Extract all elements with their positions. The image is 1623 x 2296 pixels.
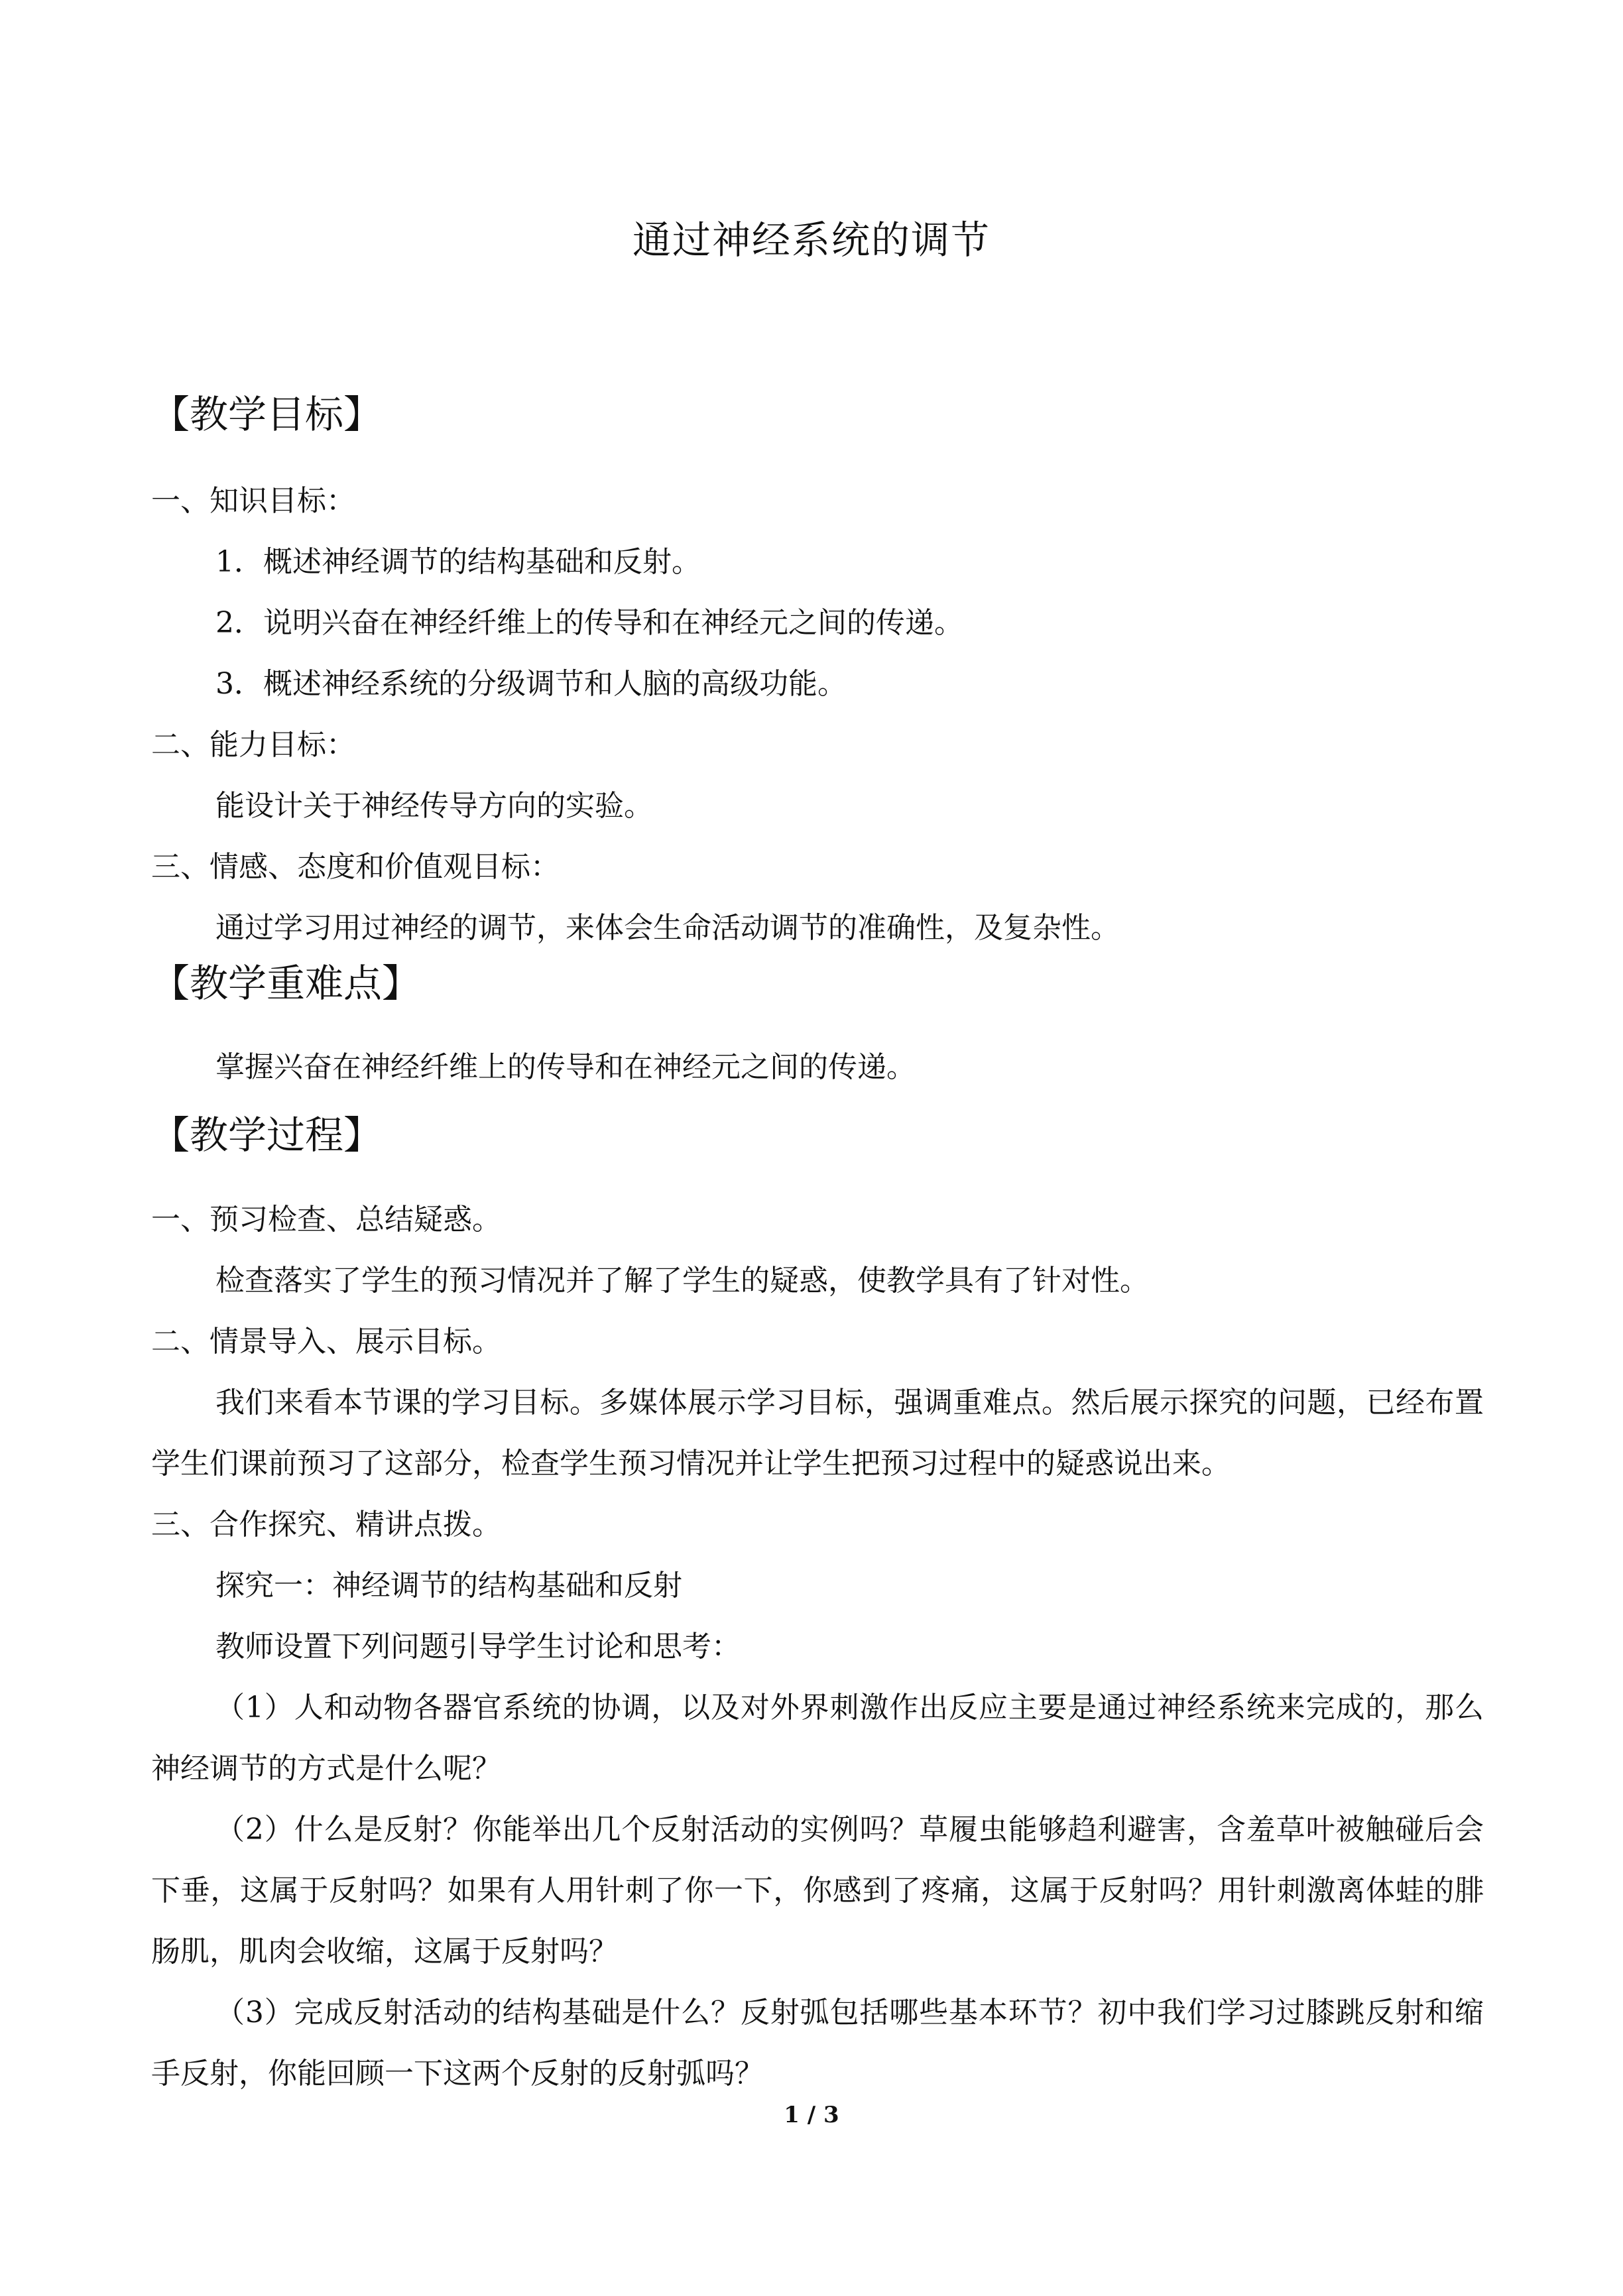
process-step-title: 三、合作探究、精讲点拨。	[151, 1508, 501, 1541]
process-step-text: 检查落实了学生的预习情况并了解了学生的疑惑，使教学具有了针对性。	[215, 1264, 1149, 1298]
knowledge-objective-item: 1．概述神经调节的结构基础和反射。	[215, 545, 701, 579]
question-paragraph: （3）完成反射活动的结构基础是什么？反射弧包括哪些基本环节？初中我们学习过膝跳反射和缩手反射，你能回顾一下这两个反射的反射弧吗？	[151, 1996, 1484, 2090]
question-paragraph: （2）什么是反射？你能举出几个反射活动的实例吗？草履虫能够趋利避害，含羞草叶被触碰后会下垂，这属于反射吗？如果有人用针刺了你一下，你感到了疼痛，这属于反射吗？用针刺激离体蛙的腓肠肌，肌肉会收缩，这属于反射吗？	[151, 1813, 1484, 1968]
knowledge-objective-item: 3．概述神经系统的分级调节和人脑的高级功能。	[215, 667, 847, 701]
emotion-objective-text: 通过学习用过神经的调节，来体会生命活动调节的准确性，及复杂性。	[215, 911, 1120, 945]
question-paragraph: （1）人和动物各器官系统的协调，以及对外界刺激作出反应主要是通过神经系统来完成的，那么神经调节的方式是什么呢？	[151, 1691, 1484, 1785]
ability-objectives-title: 二、能力目标：	[151, 728, 355, 762]
key-points-text: 掌握兴奋在神经纤维上的传导和在神经元之间的传递。	[215, 1050, 916, 1084]
page-number: 1 / 3	[784, 2102, 839, 2128]
section-heading-objectives: 【教学目标】	[151, 392, 383, 437]
teacher-prompt: 教师设置下列问题引导学生讨论和思考：	[215, 1630, 741, 1663]
knowledge-objective-item: 2．说明兴奋在神经纤维上的传导和在神经元之间的传递。	[215, 606, 963, 640]
inquiry-title: 探究一：神经调节的结构基础和反射	[215, 1569, 682, 1602]
ability-objective-text: 能设计关于神经传导方向的实验。	[215, 789, 653, 823]
process-step-title: 二、情景导入、展示目标。	[151, 1325, 501, 1359]
process-step-paragraph: 我们来看本节课的学习目标。多媒体展示学习目标，强调重难点。然后展示探究的问题，已经布置学生们课前预习了这部分，检查学生预习情况并让学生把预习过程中的疑惑说出来。	[151, 1386, 1484, 1480]
process-step-title: 一、预习检查、总结疑惑。	[151, 1203, 501, 1237]
emotion-objectives-title: 三、情感、态度和价值观目标：	[151, 850, 560, 884]
section-heading-process: 【教学过程】	[151, 1113, 383, 1158]
document-title: 通过神经系统的调节	[632, 217, 991, 263]
section-heading-key-points: 【教学重难点】	[151, 961, 421, 1006]
knowledge-objectives-title: 一、知识目标：	[151, 484, 355, 518]
